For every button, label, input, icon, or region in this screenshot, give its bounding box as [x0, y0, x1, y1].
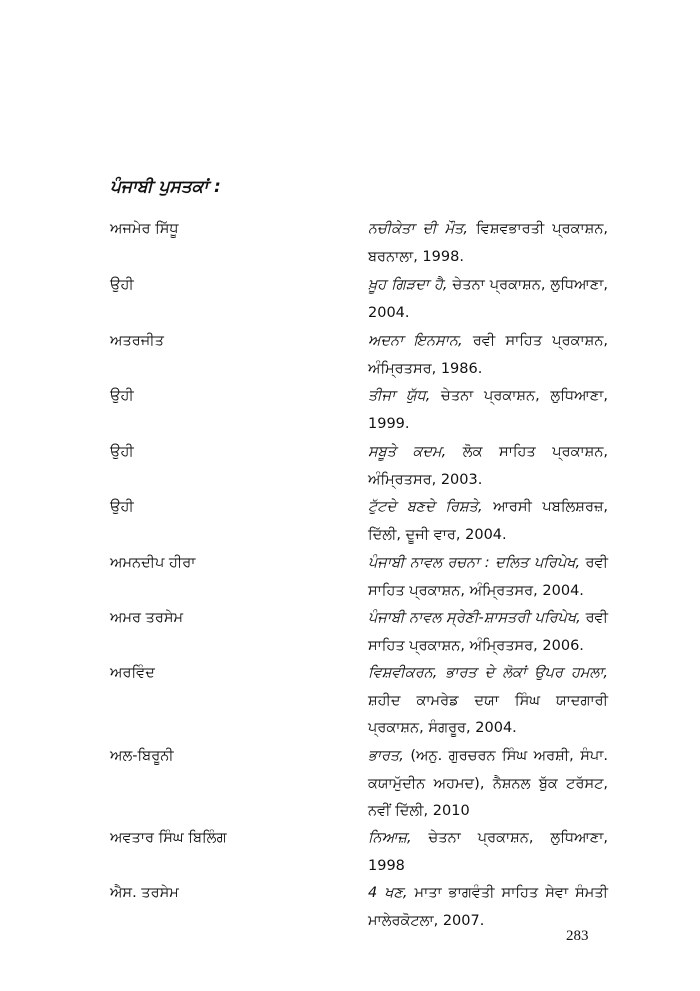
entry-publication: ਚੇਤਨਾ ਪ੍ਰਕਾਸ਼ਨ, ਲੁਧਿਆਣਾ, 1999.	[368, 388, 609, 432]
entry-work	[368, 328, 608, 383]
entry-publication: ਚੇਤਨਾ ਪ੍ਰਕਾਸ਼ਨ, ਲੁਧਿਆਣਾ, 1998	[368, 830, 608, 874]
entry-title: 4 ਖਣ,	[368, 885, 408, 901]
entry-title: ਸਬੂਤੇ ਕਦਮ,	[368, 444, 447, 460]
entry-work	[368, 743, 608, 826]
entry-title: ਨਿਆਜ਼,	[368, 830, 412, 846]
entry-title: ਖ਼ੂਹ ਗਿੜਦਾ ਹੈ,	[368, 277, 448, 293]
entry-work	[368, 383, 608, 438]
entry-author: ਅਜਮੇਰ ਸਿੱਧੂ	[110, 221, 179, 237]
entry-publication: ਆਰਸੀ ਪਬਲਿਸ਼ਰਜ਼, ਦਿੱਲੀ, ਦੂਜੀ ਵਾਰ, 2004.	[368, 499, 609, 543]
entry-title: ਟੁੱਟਦੇ ਬਣਦੇ ਰਿਸ਼ਤੇ,	[368, 499, 483, 515]
entry-author: ਅਲ-ਬਿਰੂਨੀ	[110, 748, 174, 764]
entry-publication: ਲੋਕ ਸਾਹਿਤ ਪ੍ਰਕਾਸ਼ਨ, ਅੰਮ੍ਰਿਤਸਰ, 2003.	[368, 444, 608, 488]
entry-work	[368, 272, 608, 327]
section-heading: ਪੰਜਾਬੀ ਪੁਸਤਕਾਂ :	[110, 177, 221, 197]
entry-work	[368, 605, 608, 660]
entry-author: ਉਹੀ	[110, 499, 134, 515]
entry-publication: ਚੇਤਨਾ ਪ੍ਰਕਾਸ਼ਨ, ਲੁਧਿਆਣਾ, 2004.	[368, 277, 608, 321]
page-number: 283	[566, 928, 589, 944]
entry-publication: ਰਵੀ ਸਾਹਿਤ ਪ੍ਰਕਾਸ਼ਨ, ਅੰਮ੍ਰਿਤਸਰ, 2006.	[368, 610, 608, 654]
entry-author: ਅਮਰ ਤਰਸੇਮ	[110, 610, 184, 626]
entry-work	[368, 439, 608, 494]
entry-work	[368, 660, 608, 743]
entry-work	[368, 494, 608, 549]
entry-publication: (ਅਨੁ. ਗੁਰਚਰਨ ਸਿੰਘ ਅਰਸ਼ੀ, ਸੰਪਾ. ਕਯਾਮੁੱਦੀਨ ਅਹਮਦ), ਨੈਸ਼ਨਲ ਬੁੱਕ ਟਰੱਸਟ, ਨਵੀਂ ਦਿੱਲੀ, 2010	[368, 748, 608, 819]
entry-title: ਅਦਨਾ ਇਨਸਾਨ,	[368, 333, 463, 349]
entry-title: ਨਚੀਕੇਤਾ ਦੀ ਮੌਤ,	[368, 221, 469, 237]
entry-publication: ਵਿਸ਼ਵਭਾਰਤੀ ਪ੍ਰਕਾਸ਼ਨ, ਬਰਨਾਲਾ, 1998.	[368, 221, 608, 265]
entry-work	[368, 550, 608, 605]
entry-work	[368, 216, 608, 271]
entry-publication: ਮਾਤਾ ਭਾਗਵੰਤੀ ਸਾਹਿਤ ਸੇਵਾ ਸੰਮਤੀ ਮਾਲੇਰਕੋਟਲਾ, 2007.	[368, 885, 608, 929]
entry-title: ਪੰਜਾਬੀ ਨਾਵਲ ਰਚਨਾ : ਦਲਿਤ ਪਰਿਪੇਖ,	[368, 555, 581, 571]
entry-author: ਅਰਵਿੰਦ	[110, 665, 155, 681]
entry-author: ਉਹੀ	[110, 444, 134, 460]
entry-author: ਐਸ. ਤਰਸੇਮ	[110, 885, 179, 901]
entry-title: ਤੀਜਾ ਯੁੱਧ,	[368, 388, 431, 404]
entry-author: ਅਤਰਜੀਤ	[110, 333, 164, 349]
entry-work	[368, 880, 608, 935]
entry-author: ਉਹੀ	[110, 277, 134, 293]
entry-publication: ਰਵੀ ਸਾਹਿਤ ਪ੍ਰਕਾਸ਼ਨ, ਅੰਮ੍ਰਿਤਸਰ, 1986.	[368, 333, 609, 377]
entry-author: ਉਹੀ	[110, 388, 134, 404]
entry-title: ਵਿਸ਼ਵੀਕਰਨ, ਭਾਰਤ ਦੇ ਲੋਕਾਂ ਉਪਰ ਹਮਲਾ,	[368, 665, 608, 681]
entry-title: ਪੰਜਾਬੀ ਨਾਵਲ ਸ੍ਰੇਣੀ-ਸ਼ਾਸਤਰੀ ਪਰਿਪੇਖ,	[368, 610, 581, 626]
entry-author: ਅਮਨਦੀਪ ਹੀਰਾ	[110, 555, 196, 571]
entry-title: ਭਾਰਤ,	[368, 748, 404, 764]
entry-author: ਅਵਤਾਰ ਸਿੰਘ ਬਿਲਿੰਗ	[110, 830, 227, 846]
entry-publication: ਸ਼ਹੀਦ ਕਾਮਰੇਡ ਦਯਾ ਸਿੰਘ ਯਾਦਗਾਰੀ ਪ੍ਰਕਾਸ਼ਨ, ਸੰਗਰੂਰ, 2004.	[368, 692, 608, 736]
entry-publication: ਰਵੀ ਸਾਹਿਤ ਪ੍ਰਕਾਸ਼ਨ, ਅੰਮ੍ਰਿਤਸਰ, 2004.	[368, 555, 608, 599]
entry-work	[368, 825, 608, 880]
